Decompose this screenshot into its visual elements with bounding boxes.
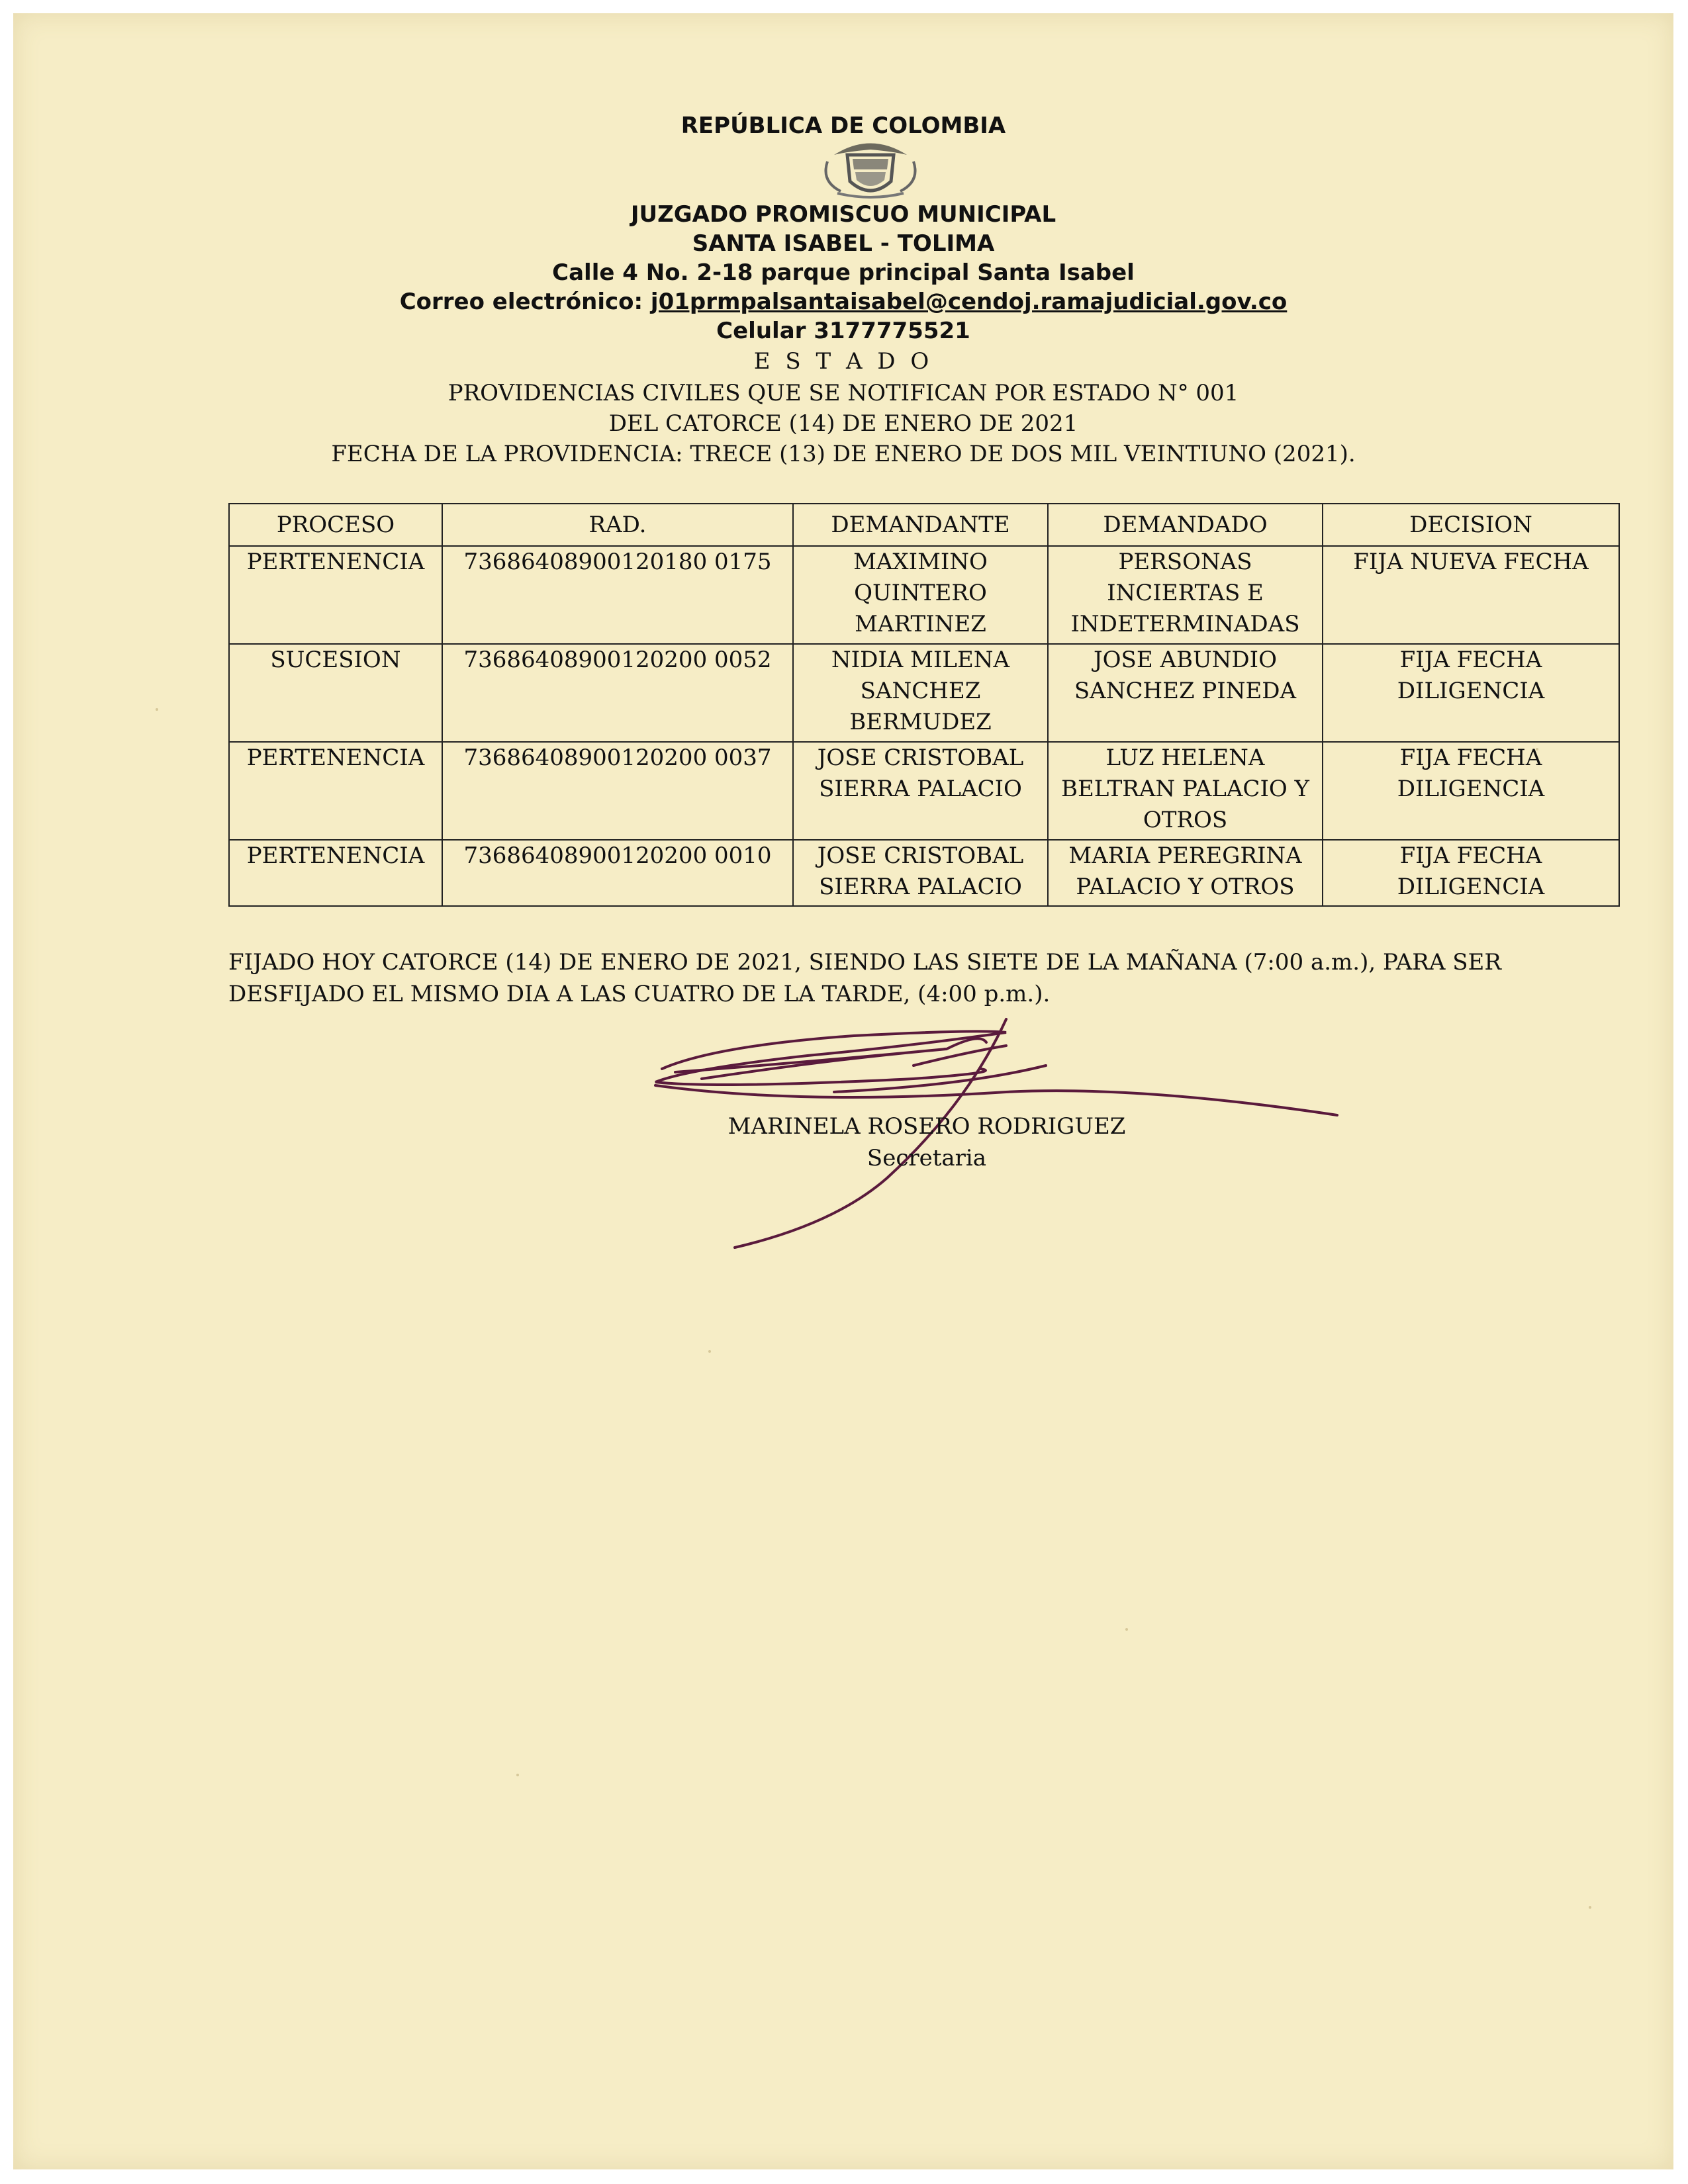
estado-title: E S T A D O: [753, 348, 933, 375]
court-name: JUZGADO PROMISCUO MUNICIPAL: [630, 201, 1056, 228]
paper-speck: [156, 708, 158, 711]
court-location: SANTA ISABEL - TOLIMA: [692, 230, 995, 257]
court-email-line: [13, 287, 1673, 316]
column-header: DECISION: [1323, 504, 1619, 546]
demandante-cell: MAXIMINO QUINTERO MARTINEZ: [793, 546, 1048, 644]
column-header: PROCESO: [229, 504, 442, 546]
republic-title: REPÚBLICA DE COLOMBIA: [680, 113, 1006, 139]
decision-cell: FIJA NUEVA FECHA: [1323, 546, 1619, 644]
table-row: [229, 742, 1619, 840]
notifications-table: [228, 503, 1620, 907]
column-header: RAD.: [442, 504, 793, 546]
radicado-cell: 73686408900120180 0175: [442, 546, 793, 644]
radicado-cell: 73686408900120200 0010: [442, 840, 793, 906]
demandante-cell: JOSE CRISTOBAL SIERRA PALACIO: [793, 742, 1048, 840]
court-phone: Celular 3177775521: [716, 318, 970, 344]
signatory-name: MARINELA ROSERO RODRIGUEZ: [727, 1113, 1126, 1140]
table-header-row: [229, 504, 1619, 546]
proceso-cell: PERTENENCIA: [229, 546, 442, 644]
paper-speck: [1125, 1628, 1128, 1631]
coat-of-arms-icon: [821, 135, 920, 201]
document-page: [13, 13, 1673, 2169]
notice-line-3: FECHA DE LA PROVIDENCIA: TRECE (13) DE ENERO DE DOS MIL VEINTIUNO (2021).: [331, 441, 1356, 467]
decision-cell: FIJA FECHA DILIGENCIA: [1323, 644, 1619, 742]
notice-line-2: DEL CATORCE (14) DE ENERO DE 2021: [608, 410, 1078, 437]
table-row: [229, 840, 1619, 906]
court-address: Calle 4 No. 2-18 parque principal Santa Isabel: [552, 259, 1135, 286]
proceso-cell: PERTENENCIA: [229, 840, 442, 906]
demandante-cell: NIDIA MILENA SANCHEZ BERMUDEZ: [793, 644, 1048, 742]
radicado-cell: 73686408900120200 0052: [442, 644, 793, 742]
demandado-cell: MARIA PEREGRINA PALACIO Y OTROS: [1048, 840, 1323, 906]
decision-cell: FIJA FECHA DILIGENCIA: [1323, 840, 1619, 906]
email-label: Correo electrónico:: [399, 289, 651, 315]
posting-notice-line-1: FIJADO HOY CATORCE (14) DE ENERO DE 2021, SIENDO LAS SIETE DE LA MAÑANA (7:00 a.m.), PARA SER: [228, 949, 1501, 976]
demandado-cell: JOSE ABUNDIO SANCHEZ PINEDA: [1048, 644, 1323, 742]
signatory-role: Secretaria: [867, 1145, 987, 1171]
table-row: [229, 546, 1619, 644]
paper-speck: [708, 1350, 711, 1353]
posting-notice-line-2: DESFIJADO EL MISMO DIA A LAS CUATRO DE LA TARDE, (4:00 p.m.).: [228, 981, 1051, 1007]
paper-speck: [516, 1774, 519, 1776]
demandado-cell: LUZ HELENA BELTRAN PALACIO Y OTROS: [1048, 742, 1323, 840]
table-row: [229, 644, 1619, 742]
proceso-cell: SUCESION: [229, 644, 442, 742]
email-link[interactable]: j01prmpalsantaisabel@cendoj.ramajudicial.gov.co: [650, 289, 1288, 315]
column-header: DEMANDANTE: [793, 504, 1048, 546]
proceso-cell: PERTENENCIA: [229, 742, 442, 840]
demandado-cell: PERSONAS INCIERTAS E INDETERMINADAS: [1048, 546, 1323, 644]
decision-cell: FIJA FECHA DILIGENCIA: [1323, 742, 1619, 840]
paper-speck: [1589, 1906, 1591, 1909]
notice-line-1: PROVIDENCIAS CIVILES QUE SE NOTIFICAN POR ESTADO N° 001: [447, 380, 1239, 406]
posting-notice: [228, 946, 1585, 1010]
column-header: DEMANDADO: [1048, 504, 1323, 546]
demandante-cell: JOSE CRISTOBAL SIERRA PALACIO: [793, 840, 1048, 906]
radicado-cell: 73686408900120200 0037: [442, 742, 793, 840]
